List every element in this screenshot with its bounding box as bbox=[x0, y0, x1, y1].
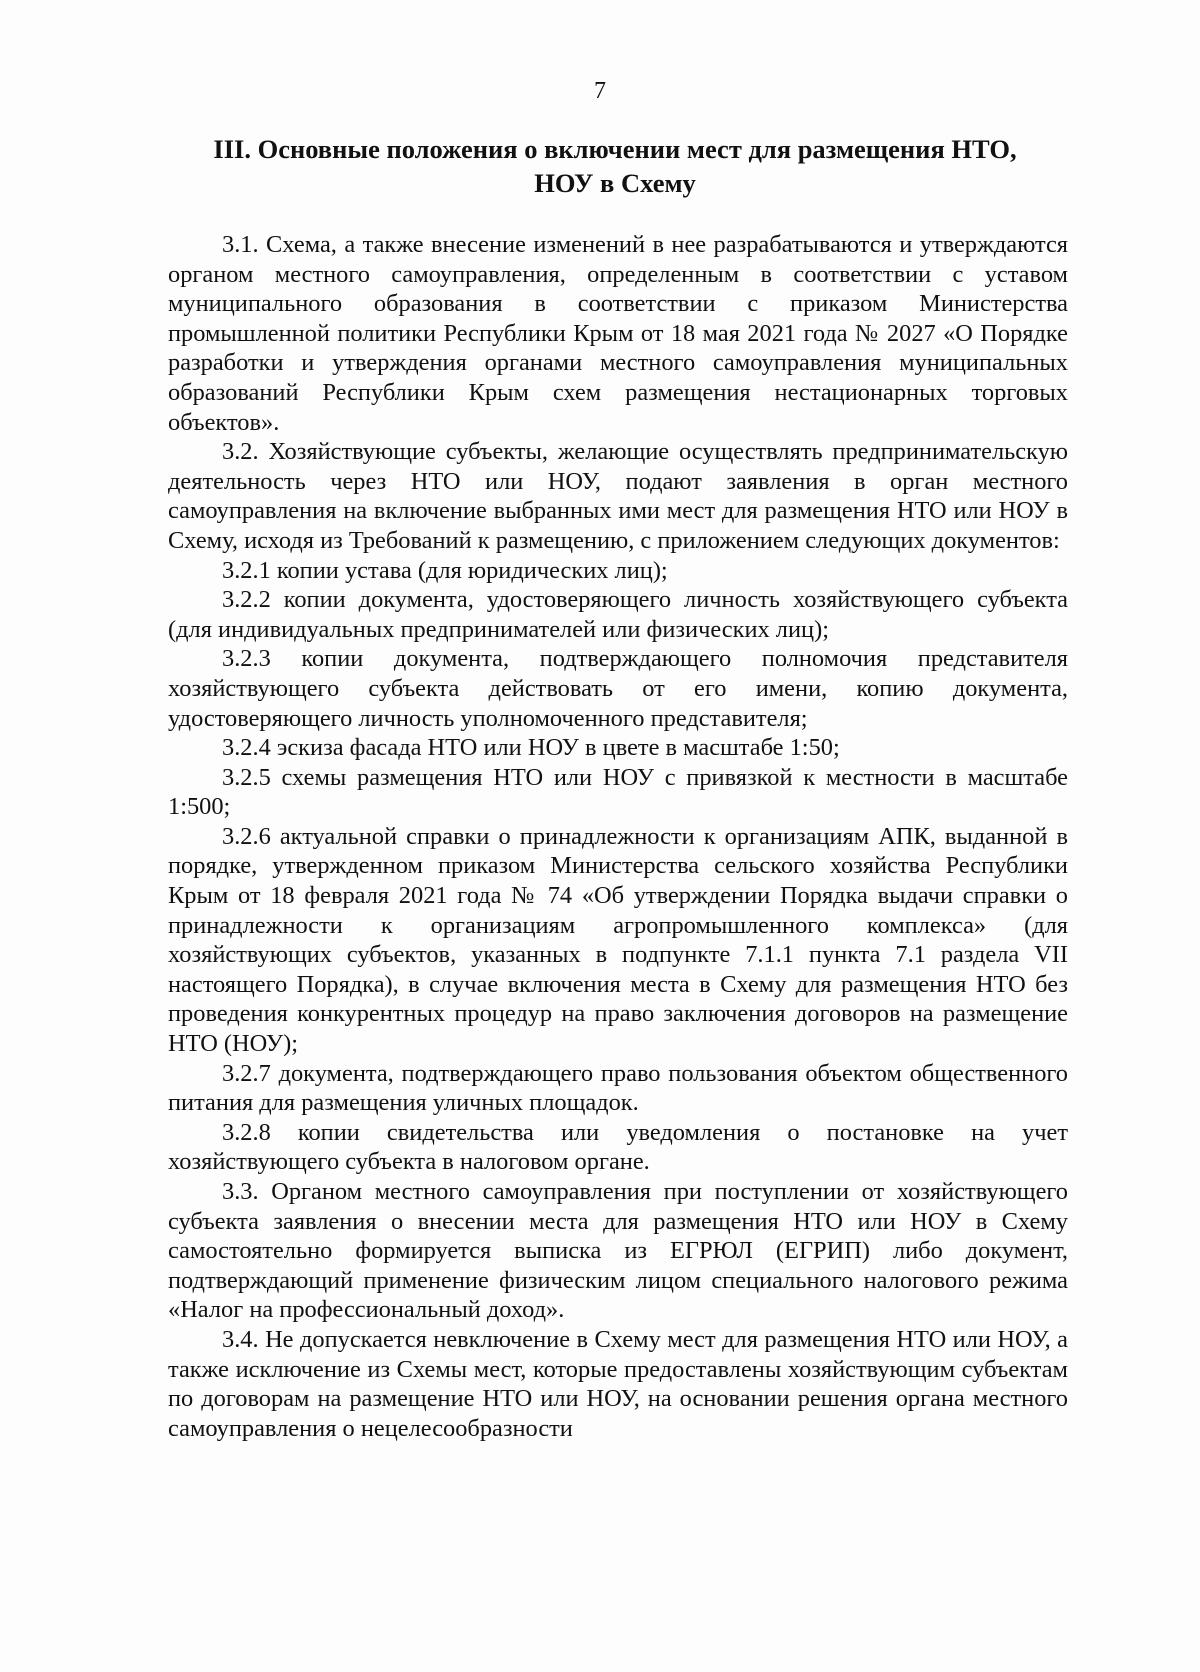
paragraph-3-2-3: 3.2.3 копии документа, подтверждающего полномочия представителя хозяйствующего субъекта действовать от его имени, копию документа, удостоверяющего личность уполномоченного представителя; bbox=[168, 645, 1068, 732]
paragraph-3-2-5: 3.2.5 схемы размещения НТО или НОУ с привязкой к местности в масштабе 1:500; bbox=[168, 763, 1068, 821]
paragraph-3-2-6: 3.2.6 актуальной справки о принадлежности к организациям АПК, выданной в порядке, утвержденном приказом Министерства сельского хозяйства Республики Крым от 18 февраля 2021 года № 74 «Об утверждении Порядка выдачи справки о принадлежности к организациям агропромышленного комплекса» (для хозяйствующих субъектов, указанных в подпункте 7.1.1 пункта 7.1 раздела VII настоящего Порядка), в случае включения места в Схему для размещения НТО без проведения конкурентных процедур на право заключения договоров на размещение НТО (НОУ); bbox=[168, 822, 1068, 1058]
paragraph-3-2: 3.2. Хозяйствующие субъекты, желающие осуществлять предпринимательскую деятельность через НТО или НОУ, подают заявления в орган местного самоуправления на включение выбранных ими мест для размещения НТО или НОУ в Схему, исходя из Требований к размещению, с приложением следующих документов: bbox=[168, 438, 1068, 554]
paragraph-3-3: 3.3. Органом местного самоуправления при поступлении от хозяйствующего субъекта заявления о внесении места для размещения НТО или НОУ в Схему самостоятельно формируется выписка из ЕГРЮЛ (ЕГРИП) либо документ, подтверждающий применение физическим лицом специального налогового режима «Налог на профессиональный доход». bbox=[168, 1178, 1068, 1324]
paragraph-3-2-8: 3.2.8 копии свидетельства или уведомления о постановке на учет хозяйствующего субъекта в налоговом органе. bbox=[168, 1118, 1068, 1176]
paragraph-3-2-1: 3.2.1 копии устава (для юридических лиц); bbox=[222, 556, 668, 584]
section-heading-line-1: III. Основные положения о включении мест для размещения НТО, bbox=[213, 134, 1017, 164]
section-heading-line-2: НОУ в Схему bbox=[534, 168, 696, 198]
paragraph-3-2-7: 3.2.7 документа, подтверждающего право пользования объектом общественного питания для размещения уличных площадок. bbox=[168, 1059, 1068, 1117]
paragraph-3-2-2: 3.2.2 копии документа, удостоверяющего личность хозяйствующего субъекта (для индивидуальных предпринимателей или физических лиц); bbox=[168, 586, 1068, 643]
section-heading bbox=[150, 132, 1080, 200]
paragraph-3-2-4: 3.2.4 эскиза фасада НТО или НОУ в цвете в масштабе 1:50; bbox=[222, 734, 840, 762]
paragraph-3-1: 3.1. Схема, а также внесение изменений в нее разрабатываются и утверждаются органом местного самоуправления, определенным в соответствии с уставом муниципального образования в соответствии с приказом Министерства промышленной политики Республики Крым от 18 мая 2021 года № 2027 «О Порядке разработки и утверждения органами местного самоуправления муниципальных образований Республики Крым схем размещения нестационарных торговых объектов». bbox=[168, 231, 1068, 436]
document-body bbox=[168, 230, 1068, 1443]
page-number: 7 bbox=[594, 78, 606, 104]
paragraph-3-4: 3.4. Не допускается невключение в Схему мест для размещения НТО или НОУ, а также исключение из Схемы мест, которые предоставлены хозяйствующим субъектам по договорам на размещение НТО или НОУ, на основании решения органа местного самоуправления о нецелесообразности bbox=[168, 1325, 1068, 1442]
